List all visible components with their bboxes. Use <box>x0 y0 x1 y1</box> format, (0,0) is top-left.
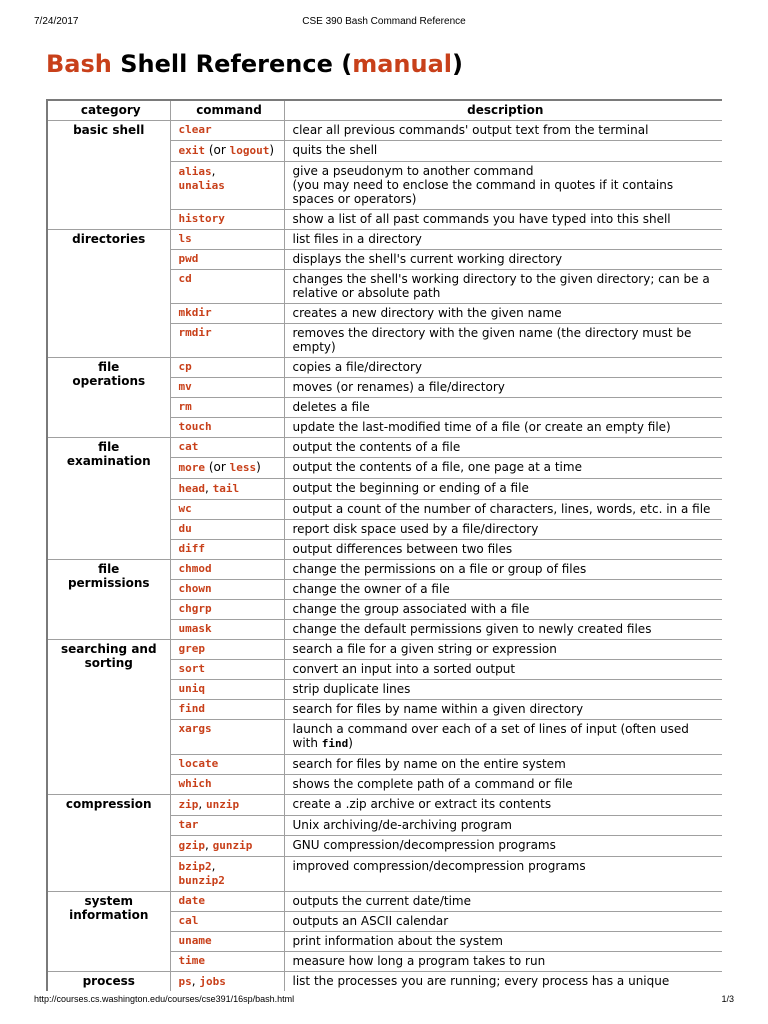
command-name: gzip <box>178 839 205 852</box>
command-name: diff <box>178 542 205 555</box>
description-cell: list files in a directory <box>284 230 722 250</box>
category-cell: system information <box>47 892 170 972</box>
command-name: date <box>178 894 205 907</box>
manual-link[interactable]: manual <box>352 50 452 78</box>
description-cell: quits the shell <box>284 141 722 162</box>
command-cell <box>170 816 284 836</box>
command-punctuation: ) <box>348 736 353 750</box>
command-cell <box>170 755 284 775</box>
description-cell: list the processes you are running; every process has a unique <box>284 972 722 992</box>
table-body <box>47 121 722 992</box>
page-title <box>46 50 463 78</box>
table-row <box>47 358 722 378</box>
command-cell <box>170 600 284 620</box>
command-name: more <box>178 461 205 474</box>
command-name: chown <box>178 582 212 595</box>
description-cell: change the group associated with a file <box>284 600 722 620</box>
description-cell: improved compression/decompression programs <box>284 857 722 892</box>
command-cell <box>170 418 284 438</box>
command-cell <box>170 857 284 892</box>
command-cell <box>170 640 284 660</box>
description-cell: moves (or renames) a file/directory <box>284 378 722 398</box>
category-cell: process <box>47 972 170 992</box>
command-name: head <box>178 482 205 495</box>
category-cell: directories <box>47 230 170 358</box>
table-header-row <box>47 100 722 121</box>
command-name: sort <box>178 662 205 675</box>
command-punctuation: launch a command over each of a set of lines of input (often used with <box>292 722 693 750</box>
command-name: unalias <box>178 179 225 192</box>
column-header-description: description <box>284 100 722 121</box>
description-cell: search for files by name on the entire system <box>284 755 722 775</box>
print-page-number: 1/3 <box>721 994 734 1004</box>
table-row <box>47 892 722 912</box>
command-name: tar <box>178 818 199 831</box>
column-header-command: command <box>170 100 284 121</box>
command-name: chgrp <box>178 602 212 615</box>
command-name: cp <box>178 360 192 373</box>
title-middle: Shell Reference ( <box>111 50 353 78</box>
command-punctuation: , <box>211 164 216 178</box>
command-cell <box>170 560 284 580</box>
command-cell <box>170 660 284 680</box>
reference-table <box>46 99 722 991</box>
table-row <box>47 795 722 816</box>
description-cell: change the permissions on a file or group of files <box>284 560 722 580</box>
command-cell <box>170 540 284 560</box>
description-cell: clear all previous commands' output text from the terminal <box>284 121 722 141</box>
description-cell: displays the shell's current working directory <box>284 250 722 270</box>
description-cell: output differences between two files <box>284 540 722 560</box>
command-name: chmod <box>178 562 212 575</box>
command-name: rmdir <box>178 326 212 339</box>
print-header-title: CSE 390 Bash Command Reference <box>302 16 466 27</box>
command-cell <box>170 141 284 162</box>
command-name: less <box>229 461 257 474</box>
category-cell: searching and sorting <box>47 640 170 795</box>
description-cell: update the last-modified time of a file (or create an empty file) <box>284 418 722 438</box>
description-cell: create a .zip archive or extract its contents <box>284 795 722 816</box>
category-cell: file examination <box>47 438 170 560</box>
reference-table-container <box>46 99 722 991</box>
command-cell <box>170 378 284 398</box>
description-cell: change the default permissions given to newly created files <box>284 620 722 640</box>
description-cell: output a count of the number of characters, lines, words, etc. in a file <box>284 500 722 520</box>
description-cell: removes the directory with the given name (the directory must be empty) <box>284 324 722 358</box>
command-cell <box>170 304 284 324</box>
print-date: 7/24/2017 <box>34 16 79 27</box>
command-cell <box>170 720 284 755</box>
command-name: gunzip <box>212 839 253 852</box>
table-row <box>47 230 722 250</box>
description-cell: output the contents of a file, one page at a time <box>284 458 722 479</box>
description-cell: report disk space used by a file/directory <box>284 520 722 540</box>
command-cell <box>170 795 284 816</box>
command-punctuation: ) <box>269 143 275 157</box>
command-name: mv <box>178 380 192 393</box>
description-cell: convert an input into a sorted output <box>284 660 722 680</box>
command-name: logout <box>229 144 270 157</box>
command-name: bzip2 <box>178 860 212 873</box>
description-cell: strip duplicate lines <box>284 680 722 700</box>
command-name: rm <box>178 400 192 413</box>
command-name: pwd <box>178 252 199 265</box>
command-name: history <box>178 212 225 225</box>
description-cell: search for files by name within a given directory <box>284 700 722 720</box>
table-row <box>47 640 722 660</box>
table-row <box>47 438 722 458</box>
command-punctuation: , <box>205 481 213 495</box>
command-cell <box>170 270 284 304</box>
command-name: cat <box>178 440 199 453</box>
command-cell <box>170 121 284 141</box>
command-cell <box>170 358 284 378</box>
table-row <box>47 121 722 141</box>
command-name: umask <box>178 622 212 635</box>
command-cell <box>170 775 284 795</box>
description-cell: creates a new directory with the given name <box>284 304 722 324</box>
command-cell <box>170 620 284 640</box>
description-cell: shows the complete path of a command or file <box>284 775 722 795</box>
command-punctuation: , <box>211 859 216 873</box>
command-cell <box>170 398 284 418</box>
description-cell: deletes a file <box>284 398 722 418</box>
command-name: which <box>178 777 212 790</box>
command-name: jobs <box>199 975 226 988</box>
description-cell: show a list of all past commands you have typed into this shell <box>284 210 722 230</box>
command-cell <box>170 520 284 540</box>
command-name: du <box>178 522 192 535</box>
command-punctuation: , <box>198 797 207 811</box>
command-name: ps <box>178 975 192 988</box>
category-cell: basic shell <box>47 121 170 230</box>
description-cell: give a pseudonym to another command (you may need to enclose the command in quotes if it contains spaces or operators) <box>284 162 722 210</box>
command-cell <box>170 230 284 250</box>
command-name: exit <box>178 144 205 157</box>
command-name: find <box>178 702 205 715</box>
category-cell: file operations <box>47 358 170 438</box>
category-cell: file permissions <box>47 560 170 640</box>
command-name: clear <box>178 123 212 136</box>
command-cell <box>170 500 284 520</box>
command-punctuation: ) <box>256 460 261 474</box>
command-cell <box>170 210 284 230</box>
command-name: touch <box>178 420 212 433</box>
description-cell: outputs an ASCII calendar <box>284 912 722 932</box>
command-name: cal <box>178 914 199 927</box>
description-cell: output the beginning or ending of a file <box>284 479 722 500</box>
description-cell <box>284 720 722 755</box>
command-cell <box>170 479 284 500</box>
description-cell: measure how long a program takes to run <box>284 952 722 972</box>
command-name: grep <box>178 642 205 655</box>
category-cell: compression <box>47 795 170 892</box>
description-cell: GNU compression/decompression programs <box>284 836 722 857</box>
command-name: tail <box>212 482 240 495</box>
title-close-paren: ) <box>451 50 463 78</box>
command-name: cd <box>178 272 192 285</box>
command-cell <box>170 162 284 210</box>
command-name: uniq <box>178 682 205 695</box>
description-cell: changes the shell's working directory to the given directory; can be a relative or absolute path <box>284 270 722 304</box>
command-name: ls <box>178 232 192 245</box>
command-name: wc <box>178 502 192 515</box>
command-cell <box>170 932 284 952</box>
command-punctuation: , <box>191 974 200 988</box>
command-name: bunzip2 <box>178 874 225 887</box>
table-row <box>47 560 722 580</box>
command-cell <box>170 912 284 932</box>
command-punctuation: , <box>205 838 213 852</box>
table-row <box>47 972 722 992</box>
command-name: alias <box>178 165 212 178</box>
description-cell: outputs the current date/time <box>284 892 722 912</box>
command-cell <box>170 680 284 700</box>
description-cell: print information about the system <box>284 932 722 952</box>
command-name: xargs <box>178 722 212 735</box>
description-cell: output the contents of a file <box>284 438 722 458</box>
command-punctuation: (or <box>205 143 230 157</box>
command-name: uname <box>178 934 212 947</box>
description-cell: change the owner of a file <box>284 580 722 600</box>
command-cell <box>170 972 284 992</box>
command-name: locate <box>178 757 219 770</box>
command-punctuation: (or <box>205 460 230 474</box>
command-cell <box>170 458 284 479</box>
command-cell <box>170 580 284 600</box>
description-cell: Unix archiving/de-archiving program <box>284 816 722 836</box>
command-cell <box>170 700 284 720</box>
description-cell: search a file for a given string or expression <box>284 640 722 660</box>
command-cell <box>170 324 284 358</box>
command-cell <box>170 250 284 270</box>
command-name: unzip <box>206 798 240 811</box>
column-header-category: category <box>47 100 170 121</box>
command-cell <box>170 836 284 857</box>
title-bash: Bash <box>46 50 112 78</box>
command-name: zip <box>178 798 199 811</box>
command-cell <box>170 952 284 972</box>
print-footer-url: http://courses.cs.washington.edu/courses/cse391/16sp/bash.html <box>34 994 295 1004</box>
inline-code: find <box>321 737 349 750</box>
command-cell <box>170 438 284 458</box>
command-name: mkdir <box>178 306 212 319</box>
description-cell: copies a file/directory <box>284 358 722 378</box>
command-cell <box>170 892 284 912</box>
command-name: time <box>178 954 205 967</box>
